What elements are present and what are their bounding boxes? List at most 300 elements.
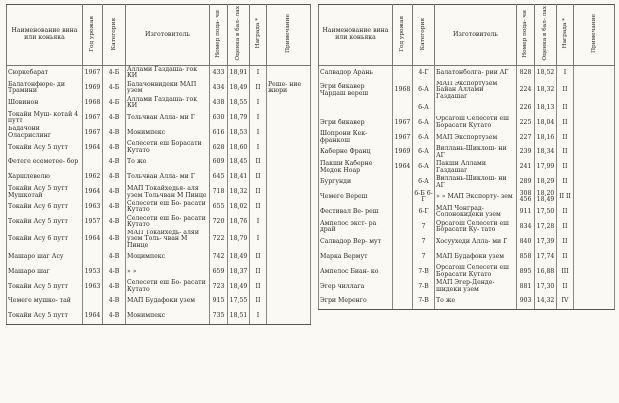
cell-maker: » » <box>126 264 210 279</box>
cell-note <box>267 66 311 81</box>
cell-name: Бадачони Оласрислинг <box>7 126 83 141</box>
cell-note <box>267 309 311 324</box>
cell-number: 858 <box>517 250 535 265</box>
cell-year: 1964 <box>393 160 413 175</box>
cell-number: 895 <box>517 264 535 279</box>
cell-number: 241 <box>517 160 535 175</box>
cell-name: Фетеге есеметее- бор <box>7 155 83 170</box>
cell-note <box>574 130 615 145</box>
cell-maker: То же <box>126 155 210 170</box>
table-row <box>319 145 615 160</box>
cell-score: 18,16 <box>535 130 557 145</box>
cell-award: II <box>250 250 267 265</box>
cell-award: II <box>557 175 574 190</box>
cell-score: 18,32 <box>228 185 250 200</box>
right-header-row <box>319 5 615 66</box>
cell-name: Эгер чиллага <box>319 279 393 294</box>
cell-number: 438 <box>210 96 228 111</box>
table-row <box>319 116 615 131</box>
table-row <box>7 81 311 96</box>
cell-score: 18,91 <box>228 66 250 81</box>
table-row <box>319 130 615 145</box>
cell-note <box>574 145 615 160</box>
cell-category: 4-В <box>103 200 126 215</box>
cell-category: 7 <box>413 250 435 265</box>
cell-category: 6-Г <box>413 205 435 220</box>
cell-maker: МАП Эгер-Денде- шидеки узем <box>435 279 517 294</box>
cell-maker: Виллань-Шиклош- ни АГ <box>435 145 517 160</box>
cell-award: II <box>557 130 574 145</box>
cell-number: 433 <box>210 66 228 81</box>
cell-year: 1964 <box>83 185 103 200</box>
cell-category: 6-А <box>413 130 435 145</box>
cell-award: II <box>250 264 267 279</box>
cell-maker: МАП Чонград- Солонокидеки узем <box>435 205 517 220</box>
cell-award: I <box>250 66 267 81</box>
cell-note <box>267 126 311 141</box>
cell-year: 1962 <box>83 170 103 185</box>
cell-score: 17,74 <box>535 250 557 265</box>
cell-number: 722 <box>210 230 228 250</box>
cell-name: Токайи Асу 5 путт Мушкотай <box>7 185 83 200</box>
cell-number: 630 <box>210 111 228 126</box>
cell-award: I <box>250 140 267 155</box>
table-row <box>7 170 311 185</box>
cell-number: 609 <box>210 155 228 170</box>
cell-note <box>574 101 615 116</box>
cell-note <box>574 66 615 81</box>
table-row <box>7 200 311 215</box>
table-row <box>319 190 615 205</box>
cell-category: 4-В <box>103 230 126 250</box>
cell-score: 17,30 <box>535 279 557 294</box>
cell-name: Шовинон <box>7 96 83 111</box>
cell-year <box>393 205 413 220</box>
cell-year <box>393 101 413 116</box>
table-row <box>7 96 311 111</box>
cell-note: Реше- ние жюри <box>267 81 311 96</box>
cell-name: Машаро шаг <box>7 264 83 279</box>
cell-score: 18,49 <box>228 81 250 96</box>
header-note: Примечание <box>574 5 615 66</box>
cell-award: II <box>250 185 267 200</box>
cell-maker: Орсагош Селесети еш Борасати Кутато <box>435 116 517 131</box>
cell-name: Салвадор Вер- мут <box>319 235 393 250</box>
cell-note <box>267 200 311 215</box>
cell-name: Марка Вермут <box>319 250 393 265</box>
cell-category: 4-В <box>103 170 126 185</box>
cell-category: 4-В <box>103 279 126 294</box>
cell-note <box>267 96 311 111</box>
cell-award: II <box>250 170 267 185</box>
cell-maker: » » МАП Экспорту- зем <box>435 190 517 205</box>
cell-note <box>574 160 615 175</box>
cell-category: 4-В <box>103 140 126 155</box>
cell-score: 18,49 <box>228 250 250 265</box>
cell-year: 1967 <box>393 130 413 145</box>
cell-name: Чемеге мушко- тай <box>7 294 83 309</box>
cell-score: 18,41 <box>228 170 250 185</box>
header-number: Номер пода- чи <box>210 5 228 66</box>
cell-number: 742 <box>210 250 228 265</box>
cell-year: 1953 <box>83 264 103 279</box>
cell-year: 1969 <box>393 145 413 160</box>
cell-award: II <box>250 294 267 309</box>
cell-maker: Тольчван Алла- ми Г <box>126 170 210 185</box>
cell-number: 915 <box>210 294 228 309</box>
cell-category: 4-В <box>103 264 126 279</box>
cell-year <box>393 175 413 190</box>
cell-maker: Балатонболга- рии АГ <box>435 66 517 81</box>
cell-name: Салвадор Арань <box>319 66 393 81</box>
cell-name: Харшлевелю <box>7 170 83 185</box>
cell-number: 226 <box>517 101 535 116</box>
cell-category: 6-А <box>413 145 435 160</box>
cell-award: II <box>557 101 574 116</box>
cell-name: Балатонфюре- ди Трамини <box>7 81 83 96</box>
table-row <box>7 66 311 81</box>
cell-score: 18,20 18,49 <box>535 190 557 205</box>
cell-maker: Селесети еш Бо- расати Кутато <box>126 279 210 294</box>
cell-year: 1964 <box>83 309 103 324</box>
cell-category: 6-А <box>413 160 435 175</box>
cell-name: Эгри Меренго <box>319 294 393 309</box>
cell-score: 18,79 <box>228 230 250 250</box>
cell-maker: МАП Токайхедья- аля узем Тольчван М Пинце <box>126 185 210 200</box>
cell-number: 239 <box>517 145 535 160</box>
table-row <box>319 264 615 279</box>
cell-name <box>319 101 393 116</box>
cell-name: Сюркебарат <box>7 66 83 81</box>
cell-note <box>267 294 311 309</box>
cell-number: 434 <box>210 81 228 96</box>
cell-number: 227 <box>517 130 535 145</box>
cell-maker: Виллань-Шиклош- ни АГ <box>435 175 517 190</box>
table-row <box>319 250 615 265</box>
cell-category: 4-В <box>103 185 126 200</box>
cell-score: 18,13 <box>535 101 557 116</box>
cell-number: 645 <box>210 170 228 185</box>
cell-year: 1967 <box>83 111 103 126</box>
cell-name: Токайи Асу 5 путт <box>7 215 83 230</box>
cell-award: II <box>557 205 574 220</box>
cell-maker: Селесети еш Бо- расати Кутато <box>126 200 210 215</box>
left-wine-table <box>6 4 311 325</box>
cell-number: 828 <box>517 66 535 81</box>
cell-category: 6-А <box>413 81 435 101</box>
cell-award: II <box>250 200 267 215</box>
left-header-row <box>7 5 311 66</box>
table-row <box>319 220 615 235</box>
header-note: Примечание <box>267 5 311 66</box>
cell-maker: Аллами Газдаша- гок КИ <box>126 66 210 81</box>
cell-award: II <box>250 279 267 294</box>
cell-award: I <box>250 309 267 324</box>
cell-score: 17,39 <box>535 235 557 250</box>
cell-number: 840 <box>517 235 535 250</box>
cell-maker: Монимпекс <box>126 126 210 141</box>
cell-year <box>83 250 103 265</box>
cell-note <box>574 81 615 101</box>
cell-maker <box>435 101 517 116</box>
header-year: Год урожая <box>83 5 103 66</box>
cell-note <box>574 264 615 279</box>
cell-award: II <box>557 160 574 175</box>
cell-note <box>267 250 311 265</box>
cell-award: II <box>557 220 574 235</box>
cell-score: 18,60 <box>228 140 250 155</box>
cell-year <box>393 190 413 205</box>
cell-note <box>574 294 615 309</box>
table-row <box>319 101 615 116</box>
header-maker: Изготовитель <box>435 5 517 66</box>
cell-number: 628 <box>210 140 228 155</box>
cell-note <box>574 116 615 131</box>
table-row <box>319 81 615 101</box>
cell-category: 6-Б 6-Г <box>414 190 433 204</box>
cell-score: 18,51 <box>228 309 250 324</box>
cell-maker: МАП Токайхедь- аляй узем Толь- чван М Пинце <box>126 230 210 250</box>
cell-score: 18,53 <box>228 126 250 141</box>
cell-note <box>267 111 311 126</box>
cell-maker: Тольчван Алла- ми Г <box>126 111 210 126</box>
cell-maker: Монимпекс <box>126 309 210 324</box>
header-maker: Изготовитель <box>126 5 210 66</box>
cell-year: 1969 <box>83 81 103 96</box>
cell-note <box>574 235 615 250</box>
table-row <box>319 175 615 190</box>
cell-note <box>267 230 311 250</box>
table-row <box>7 140 311 155</box>
cell-award: I <box>250 96 267 111</box>
cell-maker: МАП Будафоки узем <box>435 250 517 265</box>
header-award: Награда * <box>250 5 267 66</box>
cell-category: 4-В <box>103 111 126 126</box>
cell-name: Токайи Асу 6 путт <box>7 200 83 215</box>
cell-name: Машаро шаг Асу <box>7 250 83 265</box>
cell-note <box>267 155 311 170</box>
cell-maker: Балачонвидеки МАП узем <box>126 81 210 96</box>
cell-year <box>393 220 413 235</box>
cell-maker: Селесети еш Борасати Кутато <box>126 140 210 155</box>
table-row <box>7 250 311 265</box>
cell-category: 6-А <box>413 175 435 190</box>
cell-note <box>574 279 615 294</box>
cell-note <box>574 250 615 265</box>
cell-year <box>83 294 103 309</box>
cell-number: 720 <box>210 215 228 230</box>
cell-note <box>267 170 311 185</box>
cell-note <box>267 279 311 294</box>
cell-award: II <box>557 235 574 250</box>
cell-category: 7-В <box>413 264 435 279</box>
table-row <box>319 294 615 309</box>
cell-name: Бургунди <box>319 175 393 190</box>
cell-score: 18,55 <box>228 96 250 111</box>
cell-score: 18,79 <box>228 111 250 126</box>
cell-maker: МАП Будафоки узем <box>126 294 210 309</box>
cell-maker: Моцимпекс <box>126 250 210 265</box>
table-row <box>319 205 615 220</box>
cell-award: II <box>250 81 267 96</box>
cell-maker: МАП Экспортузем <box>435 130 517 145</box>
cell-year: 1963 <box>83 200 103 215</box>
cell-category: 4-В <box>103 250 126 265</box>
cell-name: Ампелос Биан- ко <box>319 264 393 279</box>
header-name: Наименование вина или коньяка <box>7 5 83 66</box>
cell-number: 659 <box>210 264 228 279</box>
cell-award: II <box>557 145 574 160</box>
cell-category: 6-А <box>413 116 435 131</box>
cell-award: III <box>557 264 574 279</box>
cell-name: Пакши Каберне Медок Ноар <box>319 160 393 175</box>
cell-name: Токайи Асу 6 путт <box>7 230 83 250</box>
cell-category: 4-Б <box>103 96 126 111</box>
cell-category: 7 <box>413 220 435 235</box>
table-row <box>7 264 311 279</box>
table-row <box>7 126 311 141</box>
cell-name: Каберне Франц <box>319 145 393 160</box>
cell-name: Токайи Асу 5 путт <box>7 309 83 324</box>
table-row <box>7 155 311 170</box>
cell-note <box>267 140 311 155</box>
cell-name: Токайи Муш- котай 4 путт <box>7 111 83 126</box>
cell-number: 723 <box>210 279 228 294</box>
cell-score: 18,52 <box>535 66 557 81</box>
cell-award: I <box>557 66 574 81</box>
cell-year: 1964 <box>83 230 103 250</box>
cell-score: 14,32 <box>535 294 557 309</box>
header-category: Категория <box>103 5 126 66</box>
cell-note <box>574 175 615 190</box>
cell-year <box>393 250 413 265</box>
cell-score: 16,88 <box>535 264 557 279</box>
cell-number: 834 <box>517 220 535 235</box>
cell-number: 224 <box>517 81 535 101</box>
cell-name: Токайи Асу 5 путт <box>7 140 83 155</box>
cell-score: 18,45 <box>228 155 250 170</box>
cell-note <box>574 190 615 205</box>
table-row <box>7 230 311 250</box>
cell-year <box>393 294 413 309</box>
cell-year <box>393 264 413 279</box>
cell-name: Фестивал Ве- реш <box>319 205 393 220</box>
table-row <box>7 185 311 200</box>
cell-award: II <box>557 116 574 131</box>
cell-category: 7-В <box>413 294 435 309</box>
cell-award: I <box>250 230 267 250</box>
table-row <box>7 215 311 230</box>
cell-name: Ампелос экст- ра драй <box>319 220 393 235</box>
cell-category: 4-В <box>103 155 126 170</box>
cell-year <box>83 155 103 170</box>
cell-category: 4-Б <box>103 81 126 96</box>
cell-note <box>574 205 615 220</box>
table-row <box>7 111 311 126</box>
cell-year: 1967 <box>83 66 103 81</box>
header-category: Категория <box>413 5 435 66</box>
cell-year <box>393 235 413 250</box>
cell-award: II II <box>557 190 574 205</box>
cell-category: 4-Б <box>103 66 126 81</box>
cell-score: 18,29 <box>535 175 557 190</box>
cell-maker: Селесети еш Бо- расати Кутато <box>126 215 210 230</box>
cell-maker: Аллами Газдаша- гок КИ <box>126 96 210 111</box>
cell-year: 1957 <box>83 215 103 230</box>
cell-score: 18,49 <box>228 279 250 294</box>
table-row <box>319 160 615 175</box>
table-row <box>7 279 311 294</box>
cell-score: 17,28 <box>535 220 557 235</box>
cell-number: 616 <box>210 126 228 141</box>
cell-score: 17,55 <box>228 294 250 309</box>
cell-number: 911 <box>517 205 535 220</box>
cell-year: 1963 <box>83 279 103 294</box>
cell-maker: То же <box>435 294 517 309</box>
table-row <box>7 294 311 309</box>
cell-year: 1967 <box>83 126 103 141</box>
cell-maker: Пакши Аллами Газдашаг <box>435 160 517 175</box>
cell-award: II <box>250 155 267 170</box>
cell-category: 4-В <box>103 294 126 309</box>
cell-score: 17,50 <box>535 205 557 220</box>
cell-note <box>267 215 311 230</box>
cell-year: 1967 <box>393 116 413 131</box>
cell-category: 4-В <box>103 126 126 141</box>
cell-score: 18,34 <box>535 145 557 160</box>
header-score: Оценка в бал- лах <box>228 5 250 66</box>
cell-maker: Хосуухеди Алла- ми Г <box>435 235 517 250</box>
cell-score: 18,37 <box>228 264 250 279</box>
cell-award: IV <box>557 294 574 309</box>
header-award: Награда * <box>557 5 574 66</box>
cell-number: 718 <box>210 185 228 200</box>
table-row <box>319 66 615 81</box>
cell-score: 18,02 <box>228 200 250 215</box>
cell-category: 4-В <box>103 215 126 230</box>
cell-year: 1964 <box>83 140 103 155</box>
cell-score: 18,04 <box>535 116 557 131</box>
cell-score: 18,32 <box>535 81 557 101</box>
cell-year: 1968 <box>83 96 103 111</box>
header-year: Год урожая <box>393 5 413 66</box>
cell-year <box>393 279 413 294</box>
table-row <box>319 279 615 294</box>
table-row <box>7 309 311 324</box>
right-wine-table <box>318 4 615 310</box>
cell-category: 4-В <box>103 309 126 324</box>
cell-category: 7 <box>413 235 435 250</box>
cell-note <box>574 220 615 235</box>
header-name: Наименование вина или коньяка <box>319 5 393 66</box>
cell-award: II <box>557 81 574 101</box>
cell-score: 17,99 <box>535 160 557 175</box>
header-number: Номер пода- чи <box>517 5 535 66</box>
cell-score: 18,76 <box>228 215 250 230</box>
cell-note <box>267 185 311 200</box>
cell-category: 6-А <box>413 101 435 116</box>
cell-name: Токайи Асу 5 путт <box>7 279 83 294</box>
cell-maker: Орсагош Селесети еш Борасати Кутато <box>435 264 517 279</box>
cell-number: 903 <box>517 294 535 309</box>
cell-year <box>393 66 413 81</box>
cell-number: 289 <box>517 175 535 190</box>
cell-award: I <box>250 126 267 141</box>
cell-category: 4-Г <box>413 66 435 81</box>
cell-year: 1968 <box>393 81 413 101</box>
cell-name: Эгри бикавер <box>319 116 393 131</box>
cell-note <box>267 264 311 279</box>
